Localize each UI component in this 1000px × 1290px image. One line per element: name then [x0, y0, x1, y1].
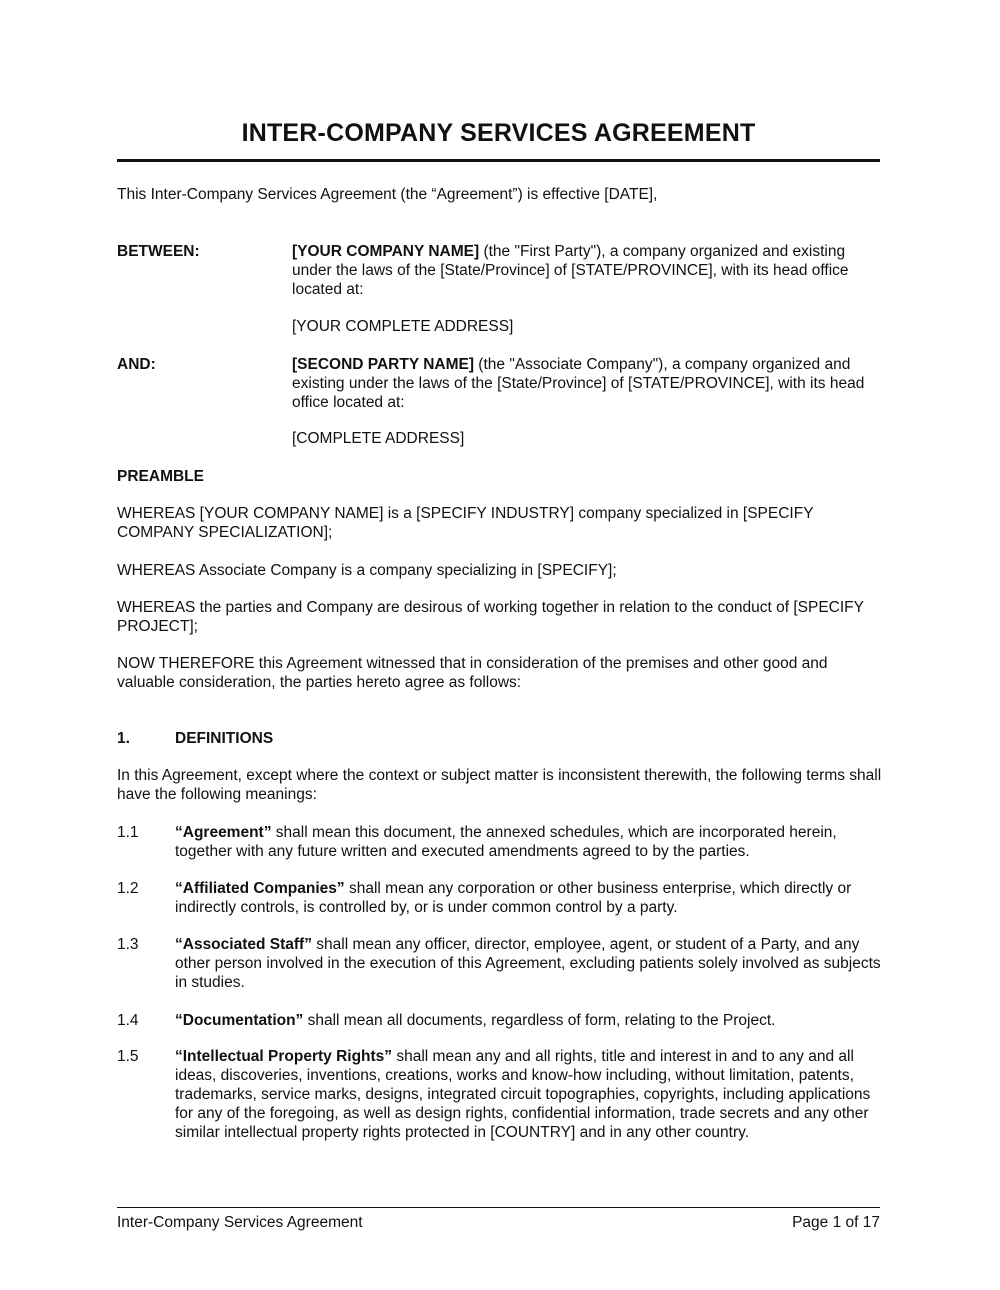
definition-number: 1.5: [117, 1048, 139, 1065]
party-label-and: AND:: [117, 356, 156, 373]
definition-number: 1.4: [117, 1012, 139, 1029]
document-title: INTER-COMPANY SERVICES AGREEMENT: [241, 119, 756, 147]
section-heading: DEFINITIONS: [175, 730, 274, 747]
party-second-description: [292, 355, 884, 412]
definition-number: 1.1: [117, 824, 139, 841]
definition-item: [175, 935, 885, 992]
intro-paragraph: This Inter-Company Services Agreement (the “Agreement”) is effective [DATE],: [117, 186, 658, 203]
footer-document-name: Inter-Company Services Agreement: [117, 1214, 363, 1231]
party-first-name: [YOUR COMPANY NAME]: [292, 243, 480, 260]
definition-item: [175, 1047, 885, 1142]
definition-term: “Affiliated Companies”: [175, 880, 345, 897]
definition-text: shall mean all documents, regardless of form, relating to the Project.: [303, 1012, 776, 1029]
party-second-address: [COMPLETE ADDRESS]: [292, 430, 465, 447]
party-label-between: BETWEEN:: [117, 243, 200, 260]
preamble-paragraph: WHEREAS the parties and Company are desirous of working together in relation to the conduct of [SPECIFY PROJECT];: [117, 599, 864, 635]
party-first-address: [YOUR COMPLETE ADDRESS]: [292, 318, 514, 335]
definition-item: [175, 823, 885, 861]
preamble-paragraph: WHEREAS [YOUR COMPANY NAME] is a [SPECIFY INDUSTRY] company specialized in [SPECIFY COMPANY SPECIALIZATION];: [117, 505, 814, 541]
definition-term: “Agreement”: [175, 824, 272, 841]
preamble-paragraph: NOW THEREFORE this Agreement witnessed that in consideration of the premises and other good and valuable consideration, the parties hereto agree as follows:: [117, 655, 828, 691]
section-number: 1.: [117, 730, 130, 747]
party-first-text: (the "First Party"), a company organized and existing under the laws of the [State/Province] of [STATE/PROVINCE], with its head office located at:: [292, 243, 849, 298]
footer-divider: [117, 1207, 880, 1208]
definition-number: 1.3: [117, 936, 139, 953]
definition-text: shall mean this document, the annexed schedules, which are incorporated herein, together with any future written and executed amendments agreed to by the parties.: [175, 824, 837, 860]
definition-term: “Documentation”: [175, 1012, 304, 1029]
party-first-description: [292, 242, 884, 299]
party-second-text: (the "Associate Company"), a company organized and existing under the laws of the [State/Province] of [STATE/PROVINCE], with its head office located at:: [292, 356, 865, 411]
definition-text: shall mean any corporation or other business enterprise, which directly or indirectly controls, is controlled by, or is under common control by a party.: [175, 880, 852, 916]
definition-term: “Associated Staff”: [175, 936, 312, 953]
section-intro: In this Agreement, except where the context or subject matter is inconsistent therewith, the following terms shall have the following meanings:: [117, 767, 882, 803]
definition-number: 1.2: [117, 880, 139, 897]
title-divider: [117, 159, 880, 162]
definition-text: shall mean any and all rights, title and interest in and to any and all ideas, discoveries, inventions, creations, works and know-how including, without limitation, patents, trademarks, service marks, designs, integrated circuit topographies, copyrights, including applications for any of the foregoing, as well as design rights, confidential information, trade secrets and any other similar intellectual property rights protected in [COUNTRY] and in any other country.: [175, 1048, 871, 1141]
preamble-paragraph: WHEREAS Associate Company is a company specializing in [SPECIFY];: [117, 562, 617, 579]
preamble-heading: PREAMBLE: [117, 468, 204, 485]
party-second-name: [SECOND PARTY NAME]: [292, 356, 474, 373]
definition-text: shall mean any officer, director, employee, agent, or student of a Party, and any other person involved in the execution of this Agreement, excluding patients solely involved as subjects in studies.: [175, 936, 881, 991]
definition-item: [175, 879, 885, 917]
footer-page-number: Page 1 of 17: [792, 1214, 880, 1231]
definition-term: “Intellectual Property Rights”: [175, 1048, 393, 1065]
definition-item: [175, 1011, 885, 1030]
